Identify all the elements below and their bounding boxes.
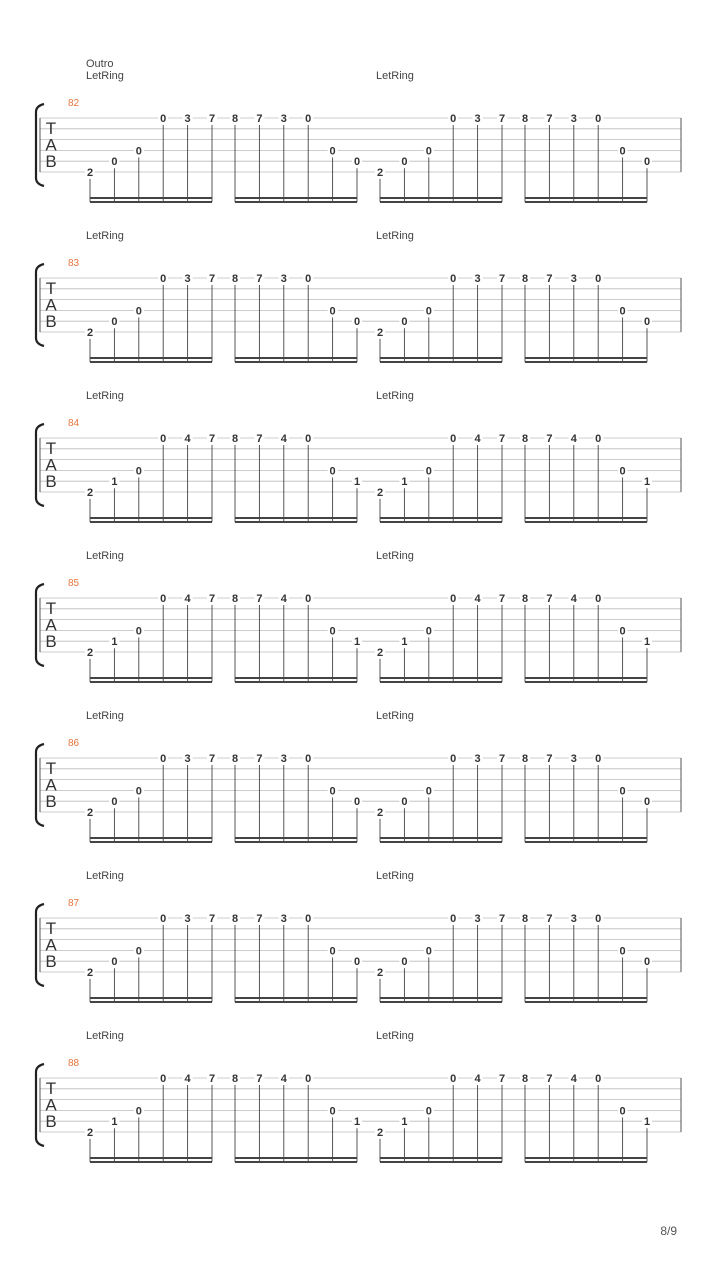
beam xyxy=(90,1157,212,1159)
fret-number: 0 xyxy=(135,945,142,958)
fret-number: 0 xyxy=(305,753,312,765)
tab-system xyxy=(36,710,681,843)
fret-number: 0 xyxy=(329,945,336,958)
beam xyxy=(90,1161,212,1163)
fret-number: 2 xyxy=(86,167,94,179)
beam xyxy=(235,1001,357,1003)
fret-number: 0 xyxy=(160,1073,167,1085)
fret-number: 0 xyxy=(111,796,118,809)
fret-number: 0 xyxy=(329,625,336,638)
fret-number: 7 xyxy=(208,913,216,925)
let-ring-label: LetRing xyxy=(86,710,124,722)
fret-number: 8 xyxy=(231,913,239,925)
let-ring-label: LetRing xyxy=(86,230,124,242)
beam xyxy=(525,1161,647,1163)
tab-clef-letter: A xyxy=(45,455,57,475)
fret-number: 0 xyxy=(135,305,142,318)
fret-number: 7 xyxy=(208,273,216,285)
fret-number: 4 xyxy=(280,1073,287,1085)
let-ring-label: LetRing xyxy=(376,230,414,242)
fret-number: 0 xyxy=(619,465,626,478)
let-ring-label: LetRing xyxy=(86,70,124,82)
tab-system xyxy=(36,870,681,1003)
tab-clef-letter: T xyxy=(45,1079,57,1098)
fret-number: 3 xyxy=(184,753,191,765)
fret-number: 8 xyxy=(231,433,239,445)
fret-number: 0 xyxy=(595,753,602,765)
fret-number: 0 xyxy=(329,1105,336,1118)
fret-number: 0 xyxy=(450,913,457,925)
beam xyxy=(525,997,647,999)
beam xyxy=(525,357,647,359)
measure-number: 83 xyxy=(68,258,80,269)
fret-number: 7 xyxy=(546,753,553,765)
beam xyxy=(90,997,212,999)
fret-number: 2 xyxy=(376,487,384,499)
fret-number: 7 xyxy=(498,593,506,605)
fret-number: 0 xyxy=(619,1105,626,1118)
fret-number: 1 xyxy=(353,636,361,649)
let-ring-label: LetRing xyxy=(376,710,414,722)
fret-number: 0 xyxy=(643,796,651,809)
fret-number: 7 xyxy=(208,1073,216,1085)
beam xyxy=(90,361,212,363)
fret-number: 0 xyxy=(425,305,432,318)
fret-number: 0 xyxy=(619,305,626,318)
fret-number: 3 xyxy=(570,113,577,125)
fret-number: 0 xyxy=(160,753,167,765)
tab-clef-letter: B xyxy=(45,472,57,491)
fret-number: 2 xyxy=(86,327,94,339)
fret-number: 0 xyxy=(160,593,167,605)
beam xyxy=(235,997,357,999)
fret-number: 3 xyxy=(280,113,287,125)
measure-number: 87 xyxy=(68,898,80,909)
fret-number: 0 xyxy=(595,1073,602,1085)
fret-number: 3 xyxy=(474,913,481,925)
fret-number: 0 xyxy=(425,1105,432,1118)
fret-number: 0 xyxy=(595,273,602,285)
fret-number: 7 xyxy=(256,273,263,285)
tab-clef-letter: A xyxy=(45,295,57,315)
fret-number: 1 xyxy=(353,1116,361,1129)
fret-number: 7 xyxy=(498,753,506,765)
fret-number: 2 xyxy=(86,1127,94,1139)
fret-number: 0 xyxy=(643,156,651,169)
fret-number: 3 xyxy=(280,273,287,285)
fret-number: 0 xyxy=(425,145,432,158)
fret-number: 4 xyxy=(570,593,577,605)
fret-number: 7 xyxy=(208,593,216,605)
fret-number: 2 xyxy=(86,487,94,499)
measure-number: 85 xyxy=(68,578,80,589)
fret-number: 0 xyxy=(595,433,602,445)
fret-number: 0 xyxy=(160,913,167,925)
tab-clef-letter: T xyxy=(45,919,57,938)
fret-number: 8 xyxy=(521,913,529,925)
fret-number: 0 xyxy=(450,273,457,285)
fret-number: 3 xyxy=(474,753,481,765)
fret-number: 4 xyxy=(570,433,577,445)
fret-number: 4 xyxy=(280,433,287,445)
tab-system xyxy=(36,230,681,363)
fret-number: 7 xyxy=(498,1073,506,1085)
beam xyxy=(90,681,212,683)
let-ring-label: LetRing xyxy=(376,70,414,82)
page-number: 8/9 xyxy=(660,1224,677,1238)
fret-number: 2 xyxy=(86,807,94,819)
tab-clef-letter: T xyxy=(45,599,57,618)
fret-number: 7 xyxy=(256,913,263,925)
beam xyxy=(525,201,647,203)
fret-number: 8 xyxy=(521,433,529,445)
beam xyxy=(525,1001,647,1003)
fret-number: 0 xyxy=(401,316,408,329)
beam xyxy=(380,677,502,679)
tab-clef-letter: T xyxy=(45,439,57,458)
beam xyxy=(525,521,647,523)
fret-number: 7 xyxy=(256,1073,263,1085)
tab-system xyxy=(36,390,681,523)
beam xyxy=(380,517,502,519)
fret-number: 0 xyxy=(425,945,432,958)
fret-number: 7 xyxy=(498,113,506,125)
fret-number: 1 xyxy=(353,476,361,489)
fret-number: 8 xyxy=(231,1073,239,1085)
beam xyxy=(525,677,647,679)
fret-number: 0 xyxy=(595,913,602,925)
beam xyxy=(525,197,647,199)
beam xyxy=(235,841,357,843)
fret-number: 2 xyxy=(376,1127,384,1139)
tab-system xyxy=(36,550,681,683)
fret-number: 0 xyxy=(450,433,457,445)
fret-number: 7 xyxy=(256,593,263,605)
fret-number: 0 xyxy=(425,625,432,638)
fret-number: 0 xyxy=(329,465,336,478)
fret-number: 0 xyxy=(160,433,167,445)
fret-number: 0 xyxy=(450,593,457,605)
fret-number: 7 xyxy=(546,593,553,605)
fret-number: 0 xyxy=(329,145,336,158)
fret-number: 7 xyxy=(256,113,263,125)
beam xyxy=(380,197,502,199)
fret-number: 7 xyxy=(546,1073,553,1085)
fret-number: 4 xyxy=(474,433,481,445)
fret-number: 0 xyxy=(643,956,651,969)
beam xyxy=(235,677,357,679)
let-ring-label: LetRing xyxy=(376,390,414,402)
fret-number: 7 xyxy=(498,273,506,285)
fret-number: 0 xyxy=(329,305,336,318)
let-ring-label: LetRing xyxy=(86,1030,124,1042)
beam xyxy=(235,1161,357,1163)
beam xyxy=(90,841,212,843)
let-ring-label: LetRing xyxy=(376,1030,414,1042)
fret-number: 3 xyxy=(570,273,577,285)
tab-clef-letter: T xyxy=(45,279,57,298)
fret-number: 1 xyxy=(643,1116,651,1129)
fret-number: 4 xyxy=(280,593,287,605)
beam xyxy=(380,1157,502,1159)
tab-system xyxy=(36,58,681,203)
fret-number: 0 xyxy=(111,156,118,169)
fret-number: 7 xyxy=(546,273,553,285)
fret-number: 0 xyxy=(595,593,602,605)
fret-number: 0 xyxy=(353,156,361,169)
fret-number: 0 xyxy=(329,785,336,798)
fret-number: 0 xyxy=(643,316,651,329)
fret-number: 0 xyxy=(619,785,626,798)
tab-clef-letter: B xyxy=(45,152,57,171)
fret-number: 0 xyxy=(305,273,312,285)
beam xyxy=(235,197,357,199)
tab-clef-letter: A xyxy=(45,135,57,155)
fret-number: 0 xyxy=(305,113,312,125)
tab-clef-letter: B xyxy=(45,1112,57,1131)
tab-clef-letter: B xyxy=(45,312,57,331)
fret-number: 7 xyxy=(256,433,263,445)
beam xyxy=(525,837,647,839)
measure-number: 88 xyxy=(68,1058,80,1069)
fret-number: 2 xyxy=(86,967,94,979)
beam xyxy=(235,517,357,519)
fret-number: 7 xyxy=(546,433,553,445)
measure-number: 82 xyxy=(68,98,80,109)
section-label: Outro xyxy=(86,58,114,70)
tab-clef-letter: T xyxy=(45,759,57,778)
fret-number: 7 xyxy=(546,913,553,925)
let-ring-label: LetRing xyxy=(86,870,124,882)
fret-number: 3 xyxy=(184,273,191,285)
fret-number: 3 xyxy=(570,753,577,765)
fret-number: 0 xyxy=(595,113,602,125)
fret-number: 0 xyxy=(619,625,626,638)
fret-number: 4 xyxy=(474,1073,481,1085)
fret-number: 1 xyxy=(401,1116,408,1129)
beam xyxy=(235,837,357,839)
fret-number: 8 xyxy=(231,593,239,605)
fret-number: 0 xyxy=(619,945,626,958)
fret-number: 7 xyxy=(256,753,263,765)
beam xyxy=(90,517,212,519)
fret-number: 0 xyxy=(305,593,312,605)
tab-clef-letter: B xyxy=(45,792,57,811)
fret-number: 1 xyxy=(643,476,651,489)
fret-number: 0 xyxy=(160,273,167,285)
tab-clef-letter: B xyxy=(45,632,57,651)
fret-number: 3 xyxy=(474,113,481,125)
fret-number: 0 xyxy=(305,433,312,445)
fret-number: 0 xyxy=(135,465,142,478)
fret-number: 0 xyxy=(135,1105,142,1118)
measure-number: 84 xyxy=(68,418,80,429)
fret-number: 4 xyxy=(184,593,191,605)
beam xyxy=(525,1157,647,1159)
tab-system xyxy=(36,1030,681,1163)
fret-number: 7 xyxy=(208,113,216,125)
beam xyxy=(90,837,212,839)
beam xyxy=(90,677,212,679)
fret-number: 3 xyxy=(280,913,287,925)
fret-number: 2 xyxy=(376,167,384,179)
beam xyxy=(235,1157,357,1159)
beam xyxy=(380,521,502,523)
beam xyxy=(380,841,502,843)
fret-number: 4 xyxy=(474,593,481,605)
fret-number: 2 xyxy=(86,647,94,659)
measure-number: 86 xyxy=(68,738,80,749)
fret-number: 3 xyxy=(280,753,287,765)
fret-number: 7 xyxy=(498,433,506,445)
beam xyxy=(235,201,357,203)
fret-number: 0 xyxy=(111,316,118,329)
beam xyxy=(380,361,502,363)
fret-number: 8 xyxy=(521,273,529,285)
fret-number: 4 xyxy=(570,1073,577,1085)
fret-number: 0 xyxy=(425,785,432,798)
fret-number: 3 xyxy=(474,273,481,285)
let-ring-label: LetRing xyxy=(86,550,124,562)
beam xyxy=(90,521,212,523)
fret-number: 0 xyxy=(305,1073,312,1085)
fret-number: 0 xyxy=(160,113,167,125)
fret-number: 4 xyxy=(184,1073,191,1085)
fret-number: 3 xyxy=(184,113,191,125)
fret-number: 8 xyxy=(231,113,239,125)
fret-number: 0 xyxy=(450,113,457,125)
fret-number: 1 xyxy=(111,636,118,649)
fret-number: 2 xyxy=(376,647,384,659)
fret-number: 4 xyxy=(184,433,191,445)
beam xyxy=(235,681,357,683)
beam xyxy=(525,361,647,363)
beam xyxy=(380,681,502,683)
fret-number: 0 xyxy=(111,956,118,969)
beam xyxy=(235,357,357,359)
tab-clef-letter: A xyxy=(45,775,57,795)
fret-number: 0 xyxy=(353,956,361,969)
beam xyxy=(380,357,502,359)
fret-number: 8 xyxy=(231,273,239,285)
fret-number: 3 xyxy=(184,913,191,925)
fret-number: 1 xyxy=(111,1116,118,1129)
fret-number: 0 xyxy=(135,625,142,638)
fret-number: 1 xyxy=(401,636,408,649)
fret-number: 7 xyxy=(208,753,216,765)
beam xyxy=(380,201,502,203)
fret-number: 0 xyxy=(353,796,361,809)
beam xyxy=(380,1001,502,1003)
beam xyxy=(90,197,212,199)
beam xyxy=(90,1001,212,1003)
fret-number: 7 xyxy=(546,113,553,125)
tab-clef-letter: B xyxy=(45,952,57,971)
fret-number: 0 xyxy=(135,785,142,798)
fret-number: 7 xyxy=(208,433,216,445)
fret-number: 8 xyxy=(521,593,529,605)
fret-number: 0 xyxy=(425,465,432,478)
beam xyxy=(380,837,502,839)
fret-number: 0 xyxy=(450,1073,457,1085)
fret-number: 1 xyxy=(111,476,118,489)
beam xyxy=(90,201,212,203)
fret-number: 8 xyxy=(521,113,529,125)
tab-clef-letter: A xyxy=(45,615,57,635)
fret-number: 0 xyxy=(450,753,457,765)
tab-clef-letter: A xyxy=(45,1095,57,1115)
fret-number: 2 xyxy=(376,967,384,979)
let-ring-label: LetRing xyxy=(376,550,414,562)
fret-number: 0 xyxy=(401,796,408,809)
fret-number: 0 xyxy=(401,956,408,969)
fret-number: 2 xyxy=(376,327,384,339)
beam xyxy=(380,997,502,999)
fret-number: 2 xyxy=(376,807,384,819)
beam xyxy=(525,681,647,683)
fret-number: 0 xyxy=(401,156,408,169)
fret-number: 0 xyxy=(353,316,361,329)
beam xyxy=(525,517,647,519)
beam xyxy=(90,357,212,359)
fret-number: 0 xyxy=(305,913,312,925)
beam xyxy=(235,361,357,363)
fret-number: 8 xyxy=(521,753,529,765)
beam xyxy=(525,841,647,843)
fret-number: 1 xyxy=(401,476,408,489)
fret-number: 0 xyxy=(619,145,626,158)
fret-number: 3 xyxy=(570,913,577,925)
tab-clef-letter: A xyxy=(45,935,57,955)
beam xyxy=(380,1161,502,1163)
fret-number: 8 xyxy=(521,1073,529,1085)
tab-clef-letter: T xyxy=(45,119,57,138)
let-ring-label: LetRing xyxy=(86,390,124,402)
fret-number: 8 xyxy=(231,753,239,765)
fret-number: 1 xyxy=(643,636,651,649)
let-ring-label: LetRing xyxy=(376,870,414,882)
fret-number: 0 xyxy=(135,145,142,158)
beam xyxy=(235,521,357,523)
fret-number: 7 xyxy=(498,913,506,925)
